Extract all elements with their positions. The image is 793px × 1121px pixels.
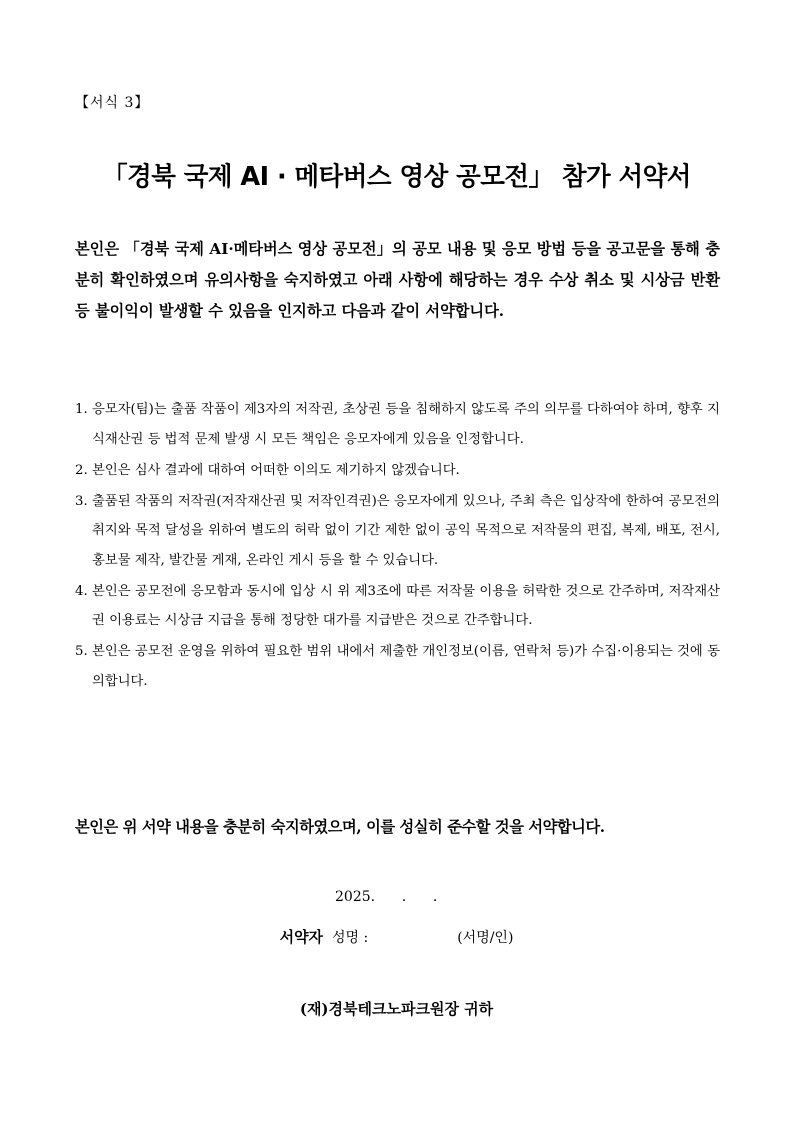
pledge-item-text: 응모자(팀)는 출품 작품이 제3자의 저작권, 초상권 등을 침해하지 않도록 주의 의무를 다하여야 하며, 향후 지식재산권 등 법적 문제 발생 시 모든 책임은 응모자에게 있음을 인정합니다. bbox=[92, 402, 720, 447]
name-field-label: 성명 : bbox=[331, 930, 369, 946]
pledge-item bbox=[75, 395, 720, 454]
pledge-item bbox=[75, 577, 720, 636]
pledge-item-number: 1. bbox=[75, 402, 88, 417]
pledge-item bbox=[75, 637, 720, 696]
document-title: 「경북 국제 AI · 메타버스 영상 공모전」 참가 서약서 bbox=[102, 162, 691, 192]
pledge-item bbox=[75, 487, 720, 576]
signature-line bbox=[0, 926, 793, 947]
intro-paragraph: 본인은 「경북 국제 AI·메타버스 영상 공모전」의 공모 내용 및 응모 방법 등을 공고문을 통해 충분히 확인하였으며 유의사항을 숙지하였고 아래 사항에 해당하는 경우 수상 취소 및 시상금 반환 등 불이익이 발생할 수 있음을 인지하고 다음과 같이 서약합니다. bbox=[75, 240, 720, 320]
pledge-item-number: 5. bbox=[75, 644, 88, 659]
pledge-item-text: 본인은 공모전에 응모함과 동시에 입상 시 위 제3조에 따른 저작물 이용을 허락한 것으로 간주하며, 저작재산권 이용료는 시상금 지급을 통해 정당한 대가를 지급받은 것으로 간주합니다. bbox=[92, 583, 720, 628]
pledge-item-text: 본인은 심사 결과에 대하여 어떠한 이의도 제기하지 않겠습니다. bbox=[92, 462, 460, 478]
closing-statement: 본인은 위 서약 내용을 충분히 숙지하였으며, 이를 성실히 준수할 것을 서약합니다. bbox=[75, 818, 605, 836]
date-line: 2025. . . bbox=[335, 889, 438, 905]
pledge-item-text: 출품된 작품의 저작권(저작재산권 및 저작인격권)은 응모자에게 있으나, 주최 측은 입상작에 한하여 공모전의 취지와 목적 달성을 위하여 별도의 허락 없이 기간 제한 없이 공익 목적으로 저작물의 편집, 복제, 배포, 전시, 홍보물 제작, 발간물 게재, 온라인 게시 등을 할 수 있습니다. bbox=[92, 493, 720, 568]
form-number-label: 【서식 3】 bbox=[75, 95, 150, 111]
pledge-item-list bbox=[75, 395, 720, 698]
signature-seal-label: (서명/인) bbox=[457, 930, 514, 946]
signatory-label: 서약자 bbox=[279, 928, 324, 946]
pledge-item-number: 2. bbox=[75, 462, 88, 478]
pledge-item-text: 본인은 공모전 운영을 위하여 필요한 범위 내에서 제출한 개인정보(이름, 연락처 등)가 수집·이용되는 것에 동의합니다. bbox=[92, 644, 720, 689]
pledge-item bbox=[75, 456, 720, 486]
pledge-item-number: 3. bbox=[75, 493, 88, 509]
addressee: (재)경북테크노파크원장 귀하 bbox=[299, 1000, 494, 1018]
pledge-item-number: 4. bbox=[75, 583, 88, 599]
